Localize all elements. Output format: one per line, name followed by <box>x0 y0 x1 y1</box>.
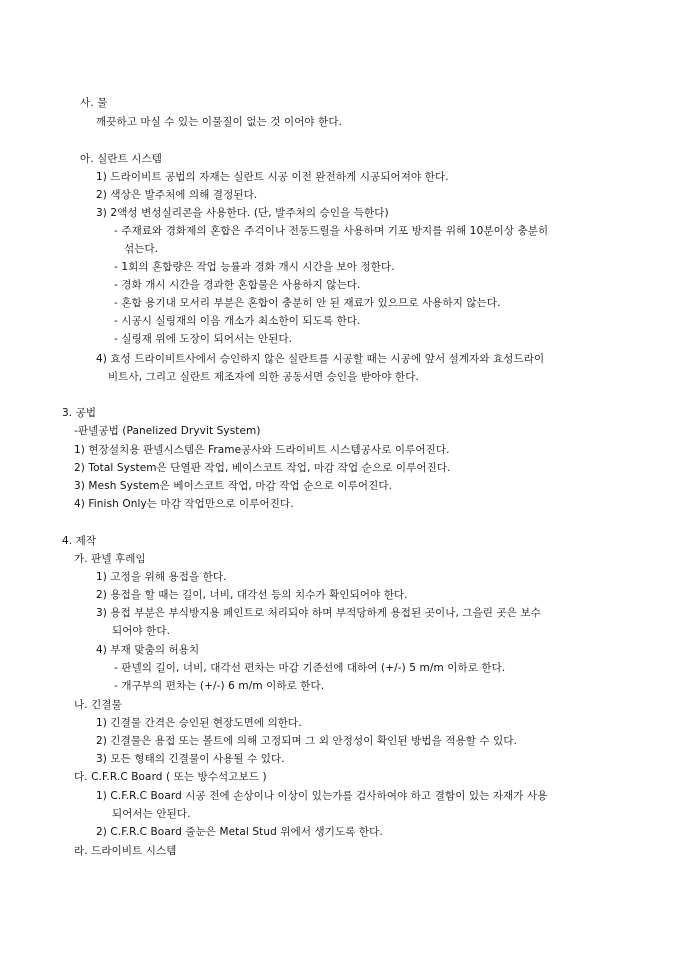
section-ga-title: 가. 판넬 후레임 <box>74 553 146 565</box>
section-ra-title: 라. 드라이비트 시스템 <box>74 845 177 857</box>
section-a-item-3-dash-1: - 주재료와 경화제의 혼합은 주걱이나 전동드릴을 사용하며 기포 방지를 위해 10분이상 충분히 <box>114 225 549 237</box>
section-da-title: 다. C.F.R.C Board ( 또는 방수석고보드 ) <box>74 771 267 783</box>
section-a-item-1: 1) 드라이비트 공법의 자재는 실란트 시공 이전 완전하게 시공되어져야 한다. <box>96 171 449 183</box>
section-a-item-3-dash-1-cont: 섞는다. <box>124 243 159 255</box>
section-3-item-2: 2) Total System은 단열판 작업, 베이스코트 작업, 마감 작업 순으로 이루어진다. <box>74 462 451 474</box>
section-sa-title: 사. 물 <box>80 97 108 109</box>
section-ga-item-4: 4) 부재 맞춤의 허용치 <box>96 644 200 656</box>
section-da-item-2: 2) C.F.R.C Board 줄눈은 Metal Stud 위에서 생기도록 한다. <box>96 826 383 838</box>
section-a-item-3-dash-4: - 혼합 용기내 모서리 부분은 혼합이 충분히 안 된 재료가 있으므로 사용하지 않는다. <box>114 297 501 309</box>
section-a-item-3-dash-3: - 경화 개시 시간을 경과한 혼합물은 사용하지 않는다. <box>114 279 361 291</box>
section-a-item-3-dash-5: - 시공시 실링재의 이음 개소가 최소한이 되도록 한다. <box>114 315 361 327</box>
section-3-item-1: 1) 현장설치용 판넬시스템은 Frame공사와 드라이비트 시스템공사로 이루어진다. <box>74 444 450 456</box>
section-3-item-3: 3) Mesh System은 베이스코트 작업, 마감 작업 순으로 이루어진다. <box>74 480 393 492</box>
section-3-title: 3. 공법 <box>62 407 97 419</box>
section-na-item-2: 2) 긴결물은 용접 또는 볼트에 의해 고정되며 그 외 안정성이 확인된 방법을 적용할 수 있다. <box>96 735 518 747</box>
section-3-subtitle: -판넬공법 (Panelized Dryvit System) <box>74 425 261 437</box>
section-3-item-4: 4) Finish Only는 마감 작업만으로 이루어진다. <box>74 498 294 510</box>
section-ga-item-4-dash-1: - 판넬의 길이, 너비, 대각선 편차는 마감 기준선에 대하여 (+/-) 5 m/m 이하로 한다. <box>114 662 506 674</box>
section-a-item-4-cont: 비트사, 그리고 실란트 제조자에 의한 공동서면 승인을 받아야 한다. <box>108 371 419 383</box>
section-4-title: 4. 제작 <box>62 535 97 547</box>
section-a-title: 아. 실란트 시스템 <box>80 153 163 165</box>
section-sa-body: 깨끗하고 마실 수 있는 이물질이 없는 것 이어야 한다. <box>96 116 343 128</box>
section-a-item-2: 2) 색상은 발주처에 의해 결정된다. <box>96 189 258 201</box>
section-a-item-4: 4) 효성 드라이비트사에서 승인하지 않은 실란트를 시공할 때는 시공에 앞서 설계자와 효성드라이 <box>96 353 545 365</box>
section-ga-item-1: 1) 고정을 위해 용접을 한다. <box>96 571 227 583</box>
section-na-item-1: 1) 긴결물 간격은 승인된 현장도면에 의한다. <box>96 717 302 729</box>
section-da-item-1-cont: 되어서는 안된다. <box>112 808 191 820</box>
section-na-item-3: 3) 모든 형태의 긴결물이 사용될 수 있다. <box>96 753 285 765</box>
section-a-item-3-dash-6: - 실링재 위에 도장이 되어서는 안된다. <box>114 333 293 345</box>
section-ga-item-3: 3) 용접 부분은 부식방지용 페인트로 처리되야 하며 부적당하게 용접된 곳이나, 그을린 곳은 보수 <box>96 607 541 619</box>
section-na-title: 나. 긴결물 <box>74 699 122 711</box>
section-ga-item-3-cont: 되어야 한다. <box>112 625 171 637</box>
section-a-item-3: 3) 2액성 변성실리콘을 사용한다. (단, 발주처의 승인을 득한다) <box>96 207 389 219</box>
section-a-item-3-dash-2: - 1회의 혼합량은 작업 능률과 경화 개시 시간을 보아 정한다. <box>114 261 395 273</box>
section-da-item-1: 1) C.F.R.C Board 시공 전에 손상이나 이상이 있는가를 검사하여야 하고 결함이 있는 자재가 사용 <box>96 790 548 802</box>
section-ga-item-2: 2) 용접을 할 때는 길이, 너비, 대각선 등의 치수가 확인되어야 한다. <box>96 589 408 601</box>
section-ga-item-4-dash-2: - 개구부의 편차는 (+/-) 6 m/m 이하로 한다. <box>114 680 325 692</box>
